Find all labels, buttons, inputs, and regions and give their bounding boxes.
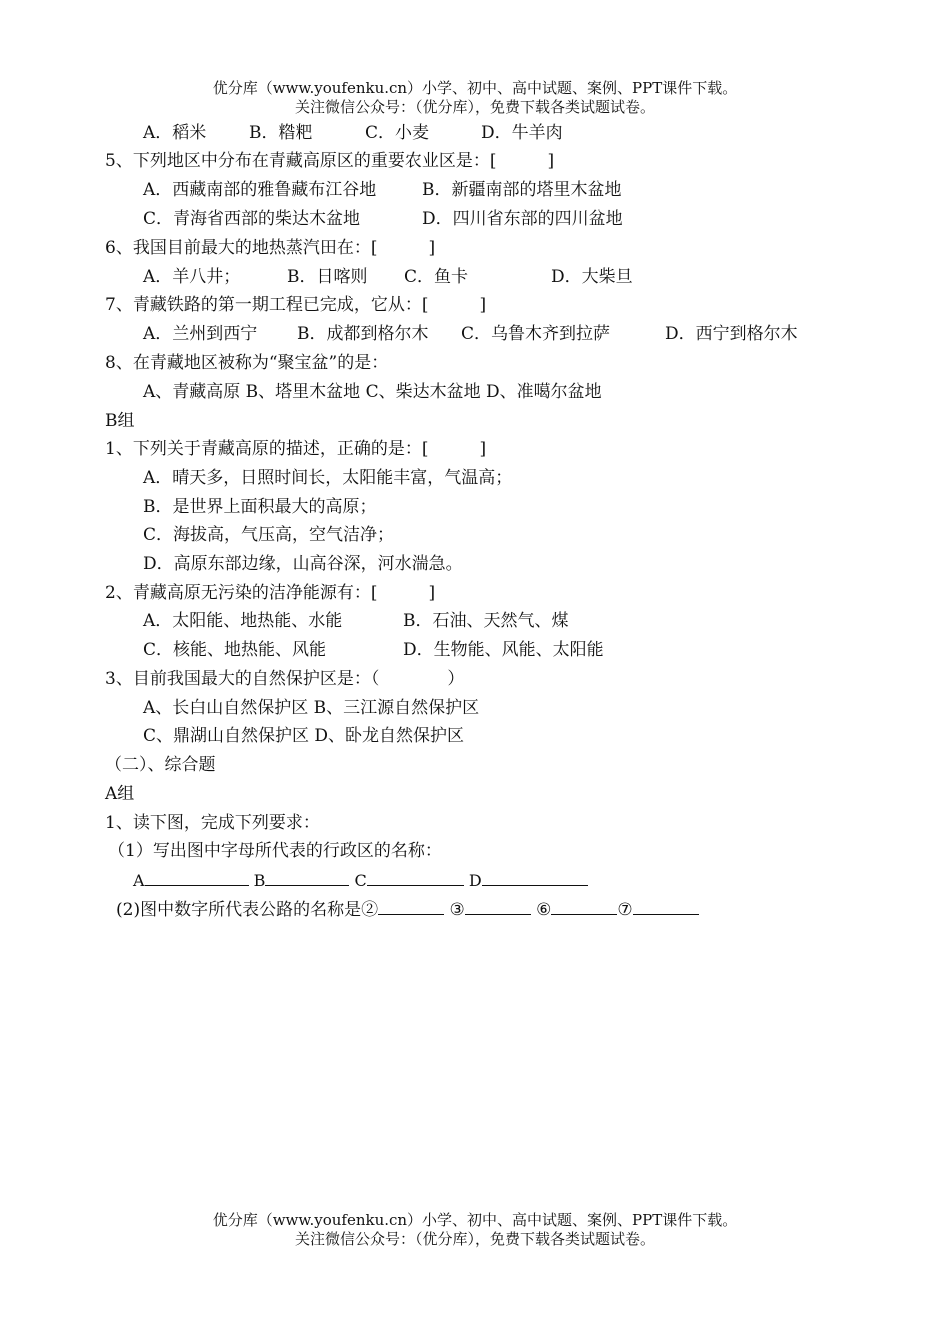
circled-2: ② — [361, 900, 379, 920]
c1-sub1: （1）写出图中字母所代表的行政区的名称： — [108, 841, 442, 861]
c1-stem: 1、读下图，完成下列要求： — [105, 813, 320, 833]
footer-line-1: 优分库（www.youfenku.cn）小学、初中、高中试题、案例、PPT课件下载。 — [212, 1211, 738, 1229]
q7-option-c: C．乌鲁木齐到拉萨 — [461, 324, 611, 344]
q5-options-row1 — [143, 179, 622, 201]
q8-options: A、青藏高原 B、塔里木盆地 C、柴达木盆地 D、准噶尔盆地 — [143, 382, 602, 402]
blank-road-3[interactable] — [465, 898, 531, 915]
b1-option-b: B．是世界上面积最大的高原； — [143, 497, 377, 517]
q7-options — [143, 323, 798, 345]
blank-label-c: C — [354, 871, 367, 890]
page-header — [0, 79, 950, 117]
c1-sub2 — [116, 898, 699, 921]
blank-label-d: D — [468, 871, 482, 890]
blank-road-6[interactable] — [551, 898, 617, 915]
circled-6: ⑥ — [536, 900, 552, 920]
b2-stem: 2、青藏高原无污染的洁净能源有：[ ] — [105, 583, 436, 603]
q5-option-a: A．西藏南部的雅鲁藏布江谷地 — [143, 180, 377, 200]
q4-option-a: A．稻米 — [143, 123, 207, 143]
b1-option-d: D．高原东部边缘，山高谷深，河水湍急。 — [143, 554, 463, 574]
b1-stem: 1、下列关于青藏高原的描述，正确的是：[ ] — [105, 439, 487, 459]
b2-option-b: B．石油、天然气、煤 — [403, 611, 569, 631]
blank-a[interactable] — [145, 869, 249, 886]
q4-option-b: B．糌粑 — [249, 123, 313, 143]
b2-options-row1 — [143, 610, 569, 632]
q5-stem: 5、下列地区中分布在青藏高原区的重要农业区是：[ ] — [105, 151, 555, 171]
q7-stem: 7、青藏铁路的第一期工程已完成，它从：[ ] — [105, 295, 487, 315]
q5-option-d: D．四川省东部的四川盆地 — [422, 209, 623, 229]
c1-sub2-label: (2)图中数字所代表公路的名称是 — [116, 900, 362, 920]
q7-option-a: A．兰州到西宁 — [143, 324, 258, 344]
b2-option-a: A．太阳能、地热能、水能 — [143, 611, 343, 631]
q6-option-d: D．大柴旦 — [551, 267, 633, 287]
q5-option-c: C．青海省西部的柴达木盆地 — [143, 209, 361, 229]
blank-c[interactable] — [367, 869, 464, 886]
blank-label-a: A — [133, 871, 145, 890]
circled-7: ⑦ — [617, 900, 633, 920]
q4-options — [143, 122, 563, 144]
b2-option-d: D．生物能、风能、太阳能 — [403, 640, 604, 660]
b3-options-row2: C、鼎湖山自然保护区 D、卧龙自然保护区 — [143, 726, 465, 746]
group-b-heading: B组 — [105, 411, 135, 431]
q6-option-c: C．鱼卡 — [404, 267, 469, 287]
q4-option-d: D．牛羊肉 — [481, 123, 563, 143]
b2-option-c: C．核能、地热能、风能 — [143, 640, 327, 660]
q4-option-c: C．小麦 — [365, 123, 430, 143]
footer-line-2: 关注微信公众号：（优分库），免费下载各类试题试卷。 — [294, 1230, 655, 1248]
circled-3: ③ — [449, 900, 465, 920]
q7-option-d: D．西宁到格尔木 — [665, 324, 798, 344]
q5-options-row2 — [143, 208, 623, 230]
blank-b[interactable] — [265, 869, 349, 886]
b3-options-row1: A、长白山自然保护区 B、三江源自然保护区 — [143, 698, 480, 718]
q5-option-b: B．新疆南部的塔里木盆地 — [422, 180, 622, 200]
q6-option-b: B．日喀则 — [287, 267, 368, 287]
b3-stem: 3、目前我国最大的自然保护区是：（ ） — [105, 669, 465, 689]
b1-option-a: A．晴天多，日照时间长，太阳能丰富，气温高； — [143, 468, 513, 488]
q6-options — [143, 266, 633, 288]
c1-letter-blanks — [133, 869, 588, 892]
header-line-1: 优分库（www.youfenku.cn）小学、初中、高中试题、案例、PPT课件下载。 — [212, 79, 738, 97]
section-2-heading: （二）、综合题 — [105, 755, 216, 775]
blank-road-2[interactable] — [378, 898, 444, 915]
group-a-heading: A组 — [105, 784, 135, 804]
blank-road-7[interactable] — [633, 898, 699, 915]
q6-stem: 6、我国目前最大的地热蒸汽田在：[ ] — [105, 238, 436, 258]
page-footer — [0, 1211, 950, 1249]
q6-option-a: A．羊八井； — [143, 267, 241, 287]
header-line-2: 关注微信公众号：（优分库），免费下载各类试题试卷。 — [294, 98, 655, 116]
blank-label-b: B — [253, 871, 266, 890]
q8-stem: 8、在青藏地区被称为“聚宝盆”的是： — [105, 353, 389, 373]
b1-option-c: C．海拔高，气压高，空气洁净； — [143, 525, 395, 545]
blank-d[interactable] — [482, 869, 588, 886]
b2-options-row2 — [143, 639, 604, 661]
q7-option-b: B．成都到格尔木 — [297, 324, 429, 344]
